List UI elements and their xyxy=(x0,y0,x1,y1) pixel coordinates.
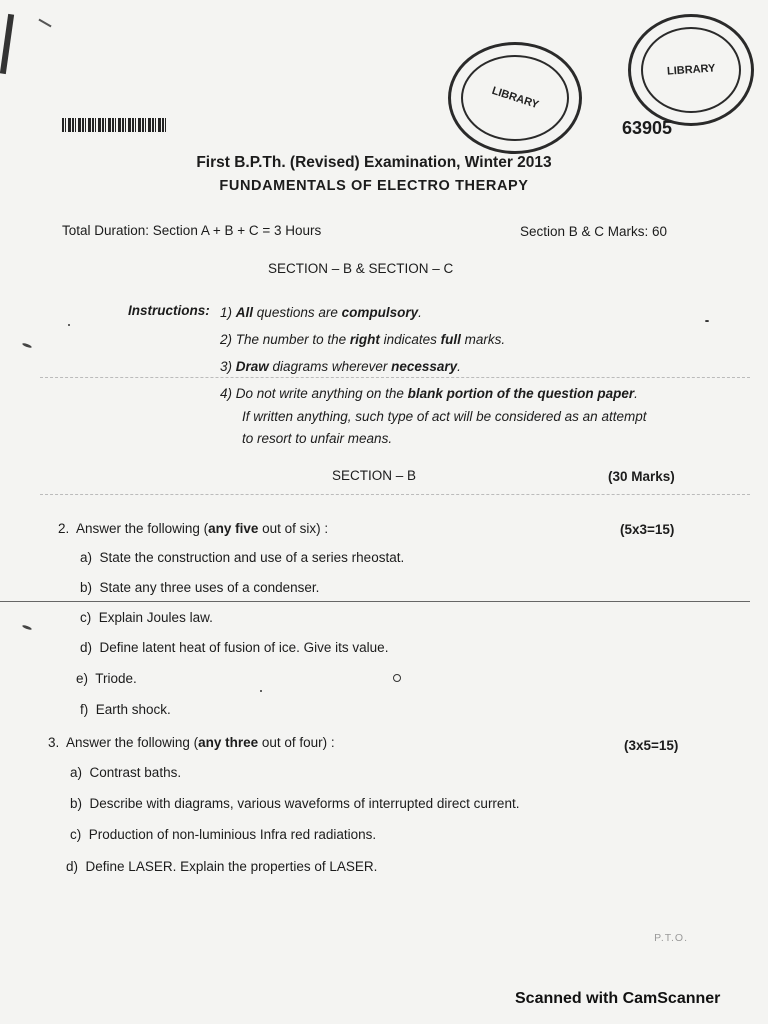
instruction-4-line-3: to resort to unfair means. xyxy=(242,431,393,446)
instruction-text: . xyxy=(634,386,638,401)
instruction-emphasis: full xyxy=(440,332,461,347)
question-3-marks: (3x5=15) xyxy=(624,738,679,753)
instruction-number: 2) xyxy=(220,332,233,347)
question-number: 3. xyxy=(48,735,60,750)
instruction-emphasis: necessary xyxy=(391,359,458,374)
part-text: Explain Joules law. xyxy=(98,610,213,625)
pto-label: P.T.O. xyxy=(654,932,688,944)
instruction-text: marks. xyxy=(460,332,506,347)
part-text: Define latent heat of fusion of ice. Give its value. xyxy=(99,640,389,655)
scan-speck xyxy=(705,320,709,322)
q2-part-b xyxy=(80,580,319,595)
q3-part-c xyxy=(70,827,376,842)
fold-line xyxy=(40,377,750,378)
q2-part-a xyxy=(80,550,404,565)
part-label: d) xyxy=(66,859,79,874)
q2-part-f xyxy=(80,702,171,717)
instruction-text: questions are xyxy=(253,305,342,320)
instruction-emphasis: blank portion of the question paper xyxy=(407,386,635,401)
subject-title: FUNDAMENTALS OF ELECTRO THERAPY xyxy=(219,178,529,194)
instruction-text: diagrams wherever xyxy=(268,359,392,374)
part-label: a) xyxy=(80,550,93,565)
q2-part-e xyxy=(76,671,137,686)
part-label: b) xyxy=(80,580,93,595)
exam-title: First B.P.Th. (Revised) Examination, Winter 2013 xyxy=(196,154,552,171)
total-duration: Total Duration: Section A + B + C = 3 Hours xyxy=(62,223,322,238)
part-label: b) xyxy=(70,796,83,811)
instruction-1 xyxy=(220,305,422,320)
question-text: out of six) : xyxy=(258,521,329,536)
question-text: out of four) : xyxy=(258,735,335,750)
instruction-number: 1) xyxy=(220,305,233,320)
question-text: Answer the following ( xyxy=(66,735,199,750)
instruction-text: . xyxy=(457,359,461,374)
instruction-emphasis: All xyxy=(235,305,254,320)
instruction-4 xyxy=(220,386,638,401)
section-marks: Section B & C Marks: 60 xyxy=(520,224,668,239)
part-text: Describe with diagrams, various waveforms of interrupted direct current. xyxy=(89,796,520,811)
stamp-left-text: LIBRARY xyxy=(490,84,540,112)
q3-part-d xyxy=(66,859,377,874)
library-stamp-left xyxy=(448,42,582,154)
question-emphasis: any five xyxy=(208,521,259,536)
question-2 xyxy=(58,521,328,536)
instruction-text: The number to the xyxy=(235,332,350,347)
scan-speck xyxy=(22,342,32,348)
scan-speck xyxy=(260,690,262,692)
question-number: 2. xyxy=(58,521,70,536)
part-text: Contrast baths. xyxy=(89,765,182,780)
part-label: c) xyxy=(80,610,92,625)
instruction-3 xyxy=(220,359,461,374)
instruction-emphasis: compulsory xyxy=(341,305,419,320)
scan-speck xyxy=(393,674,401,682)
barcode xyxy=(62,118,166,132)
scanner-watermark: Scanned with CamScanner xyxy=(515,990,721,1007)
q3-part-a xyxy=(70,765,181,780)
fold-line xyxy=(40,494,750,495)
part-label: d) xyxy=(80,640,93,655)
instruction-text: indicates xyxy=(379,332,441,347)
paper-number: 63905 xyxy=(622,118,673,138)
part-text: State any three uses of a condenser. xyxy=(99,580,320,595)
scan-artifact xyxy=(0,14,14,74)
q2-part-d xyxy=(80,640,388,655)
part-text: Earth shock. xyxy=(95,702,171,717)
question-emphasis: any three xyxy=(198,735,259,750)
scan-speck xyxy=(68,324,70,326)
instruction-text: Do not write anything on the xyxy=(235,386,408,401)
part-text: Define LASER. Explain the properties of LASER. xyxy=(85,859,378,874)
sections-heading: SECTION – B & SECTION – C xyxy=(268,261,454,276)
part-label: c) xyxy=(70,827,82,842)
question-2-marks: (5x3=15) xyxy=(620,522,675,537)
part-text: Production of non-luminious Infra red radiations. xyxy=(88,827,377,842)
part-text: Triode. xyxy=(95,671,137,686)
part-label: e) xyxy=(76,671,89,686)
fold-line xyxy=(0,601,750,602)
instruction-4-line-2: If written anything, such type of act will be considered as an attempt xyxy=(242,409,647,424)
stamp-right-text: LIBRARY xyxy=(666,62,716,78)
question-text: Answer the following ( xyxy=(76,521,209,536)
part-label: a) xyxy=(70,765,83,780)
question-3 xyxy=(48,735,335,750)
scan-artifact xyxy=(38,19,51,28)
instruction-emphasis: right xyxy=(349,332,380,347)
section-b-title: SECTION – B xyxy=(332,468,417,483)
instruction-number: 4) xyxy=(220,386,233,401)
instruction-emphasis: Draw xyxy=(235,359,269,374)
part-label: f) xyxy=(80,702,89,717)
instructions-label: Instructions: xyxy=(128,303,210,318)
q2-part-c xyxy=(80,610,213,625)
part-text: State the construction and use of a series rheostat. xyxy=(99,550,405,565)
instruction-number: 3) xyxy=(220,359,233,374)
scan-speck xyxy=(22,624,32,630)
library-stamp-right xyxy=(628,14,754,126)
section-b-marks: (30 Marks) xyxy=(608,469,675,484)
q3-part-b xyxy=(70,796,519,811)
instruction-2 xyxy=(220,332,505,347)
instruction-text: . xyxy=(418,305,422,320)
